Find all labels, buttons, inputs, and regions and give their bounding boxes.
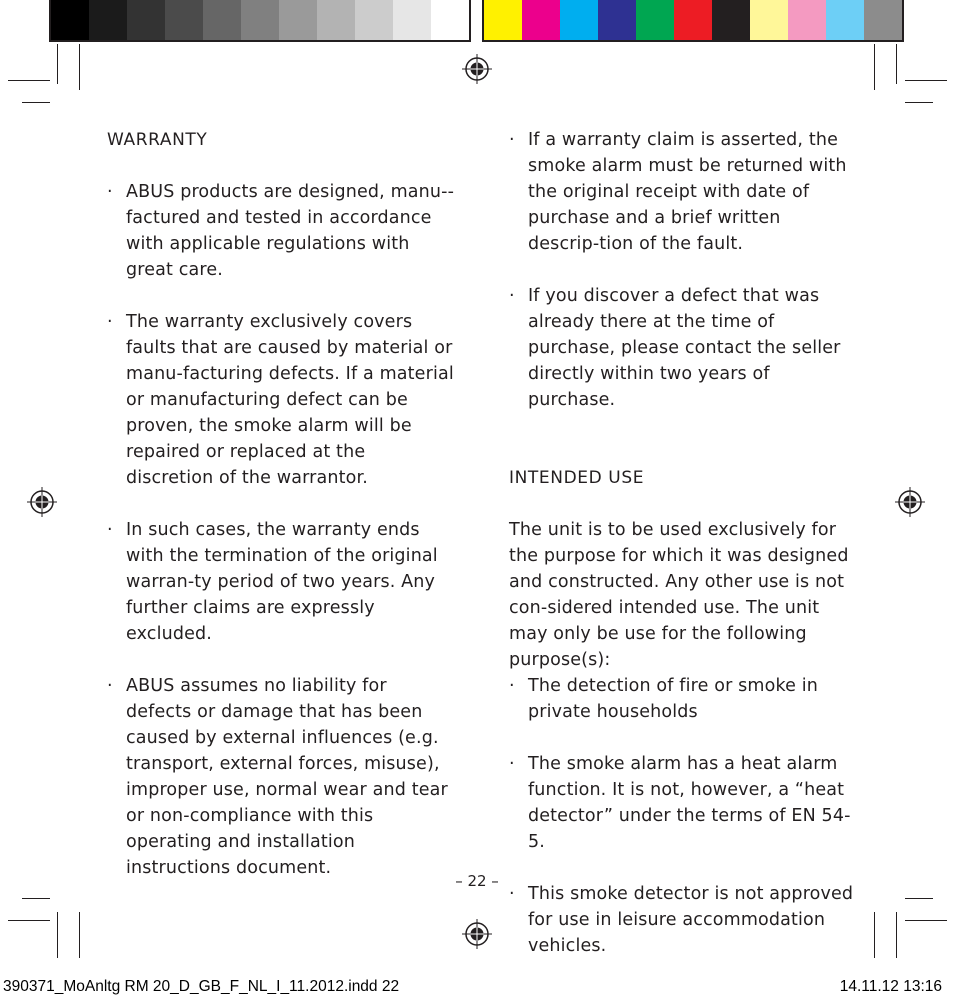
bullet: · xyxy=(509,130,515,150)
color-swatch xyxy=(826,0,864,40)
crop-mark xyxy=(8,80,50,81)
crop-mark xyxy=(79,912,80,958)
crop-mark xyxy=(79,44,80,90)
list-item-text: If a warranty claim is asserted, the smoke alarm must be returned with the original receipt with date of purchase and a brief written descrip-tion of the fault. xyxy=(528,130,847,254)
intended-use-list xyxy=(509,673,859,959)
gray-swatch xyxy=(127,0,165,40)
warranty-list xyxy=(107,179,457,881)
grayscale-color-bar xyxy=(49,0,471,42)
bullet: · xyxy=(509,884,515,904)
list-item-text: ABUS products are designed, manu-factured and tested in accordance with applicable regulations with great care. xyxy=(126,182,454,280)
list-item xyxy=(107,673,457,881)
crop-mark xyxy=(896,44,897,84)
bullet: · xyxy=(509,286,515,306)
registration-mark-icon xyxy=(462,54,492,84)
registration-mark-icon xyxy=(462,919,492,949)
list-item xyxy=(509,751,859,855)
crop-mark xyxy=(896,912,897,958)
color-swatch xyxy=(750,0,788,40)
registration-mark-icon xyxy=(27,487,57,517)
list-item-text: This smoke detector is not approved for use in leisure accommodation vehicles. xyxy=(528,884,854,956)
bullet: · xyxy=(107,312,113,332)
gray-swatch xyxy=(51,0,89,40)
list-item-text: The warranty exclusively covers faults that are caused by material or manu-facturing defects. If a material or manufacturing defect can be proven, the smoke alarm will be repaired or replaced at the discretion of the warrantor. xyxy=(126,312,454,488)
gray-swatch xyxy=(279,0,317,40)
gray-swatch xyxy=(241,0,279,40)
intended-use-paragraph: The unit is to be used exclusively for the purpose for which it was designed and constructed. Any other use is not con-sidered intended use. The unit may only be use for the following purpose(s): xyxy=(509,520,849,670)
gray-swatch xyxy=(355,0,393,40)
crop-mark xyxy=(22,102,50,103)
gray-swatch xyxy=(431,0,469,40)
crop-mark xyxy=(905,898,933,899)
list-item xyxy=(107,179,457,283)
slug-filename: 390371_MoAnltg RM 20_D_GB_F_NL_I_11.2012.indd 22 xyxy=(3,978,400,995)
slug-datetime: 14.11.12 13:16 xyxy=(839,978,942,995)
crop-mark xyxy=(874,44,875,90)
list-item xyxy=(107,517,457,647)
page-number: – 22 – xyxy=(455,872,499,890)
crop-mark xyxy=(57,44,58,84)
bullet: · xyxy=(509,754,515,774)
color-swatch xyxy=(598,0,636,40)
list-item xyxy=(107,309,457,491)
list-item-text: The detection of fire or smoke in private households xyxy=(528,676,818,722)
bullet: · xyxy=(107,676,113,696)
color-swatch xyxy=(712,0,750,40)
color-swatch xyxy=(484,0,522,40)
bullet: · xyxy=(509,676,515,696)
list-item-text: In such cases, the warranty ends with the termination of the original warran-ty period of two years. Any further claims are expressly excluded. xyxy=(126,520,438,644)
list-item-text: ABUS assumes no liability for defects or damage that has been caused by external influences (e.g. transport, external forces, misuse), improper use, normal wear and tear or non-compliance with this operating and installation instructions document. xyxy=(126,676,448,878)
list-item-text: If you discover a defect that was already there at the time of purchase, please contact the seller directly within two years of purchase. xyxy=(528,286,841,410)
gray-swatch xyxy=(203,0,241,40)
gray-swatch xyxy=(393,0,431,40)
list-item xyxy=(509,283,859,413)
color-swatch xyxy=(560,0,598,40)
warranty-heading: WARRANTY xyxy=(107,130,208,150)
color-swatch xyxy=(788,0,826,40)
gray-swatch xyxy=(165,0,203,40)
color-swatch xyxy=(674,0,712,40)
warranty-column xyxy=(107,127,457,881)
warranty-list-continued xyxy=(509,127,859,413)
crop-mark xyxy=(22,898,50,899)
intended-use-column xyxy=(509,127,859,959)
color-swatch xyxy=(864,0,902,40)
crop-mark xyxy=(57,912,58,958)
bullet: · xyxy=(107,520,113,540)
list-item xyxy=(509,673,859,725)
gray-swatch xyxy=(317,0,355,40)
color-swatch xyxy=(636,0,674,40)
intended-use-heading: INTENDED USE xyxy=(509,468,645,488)
list-item-text: The smoke alarm has a heat alarm function. It is not, however, a “heat detector” under the terms of EN 54-5. xyxy=(528,754,851,852)
gray-swatch xyxy=(89,0,127,40)
list-item xyxy=(509,881,859,959)
crop-mark xyxy=(905,102,933,103)
crop-mark xyxy=(874,912,875,958)
crop-mark xyxy=(8,920,50,921)
registration-mark-icon xyxy=(895,487,925,517)
crop-mark xyxy=(905,920,947,921)
bullet: · xyxy=(107,182,113,202)
color-swatch xyxy=(522,0,560,40)
crop-mark xyxy=(905,80,947,81)
list-item xyxy=(509,127,859,257)
process-color-bar xyxy=(482,0,904,42)
